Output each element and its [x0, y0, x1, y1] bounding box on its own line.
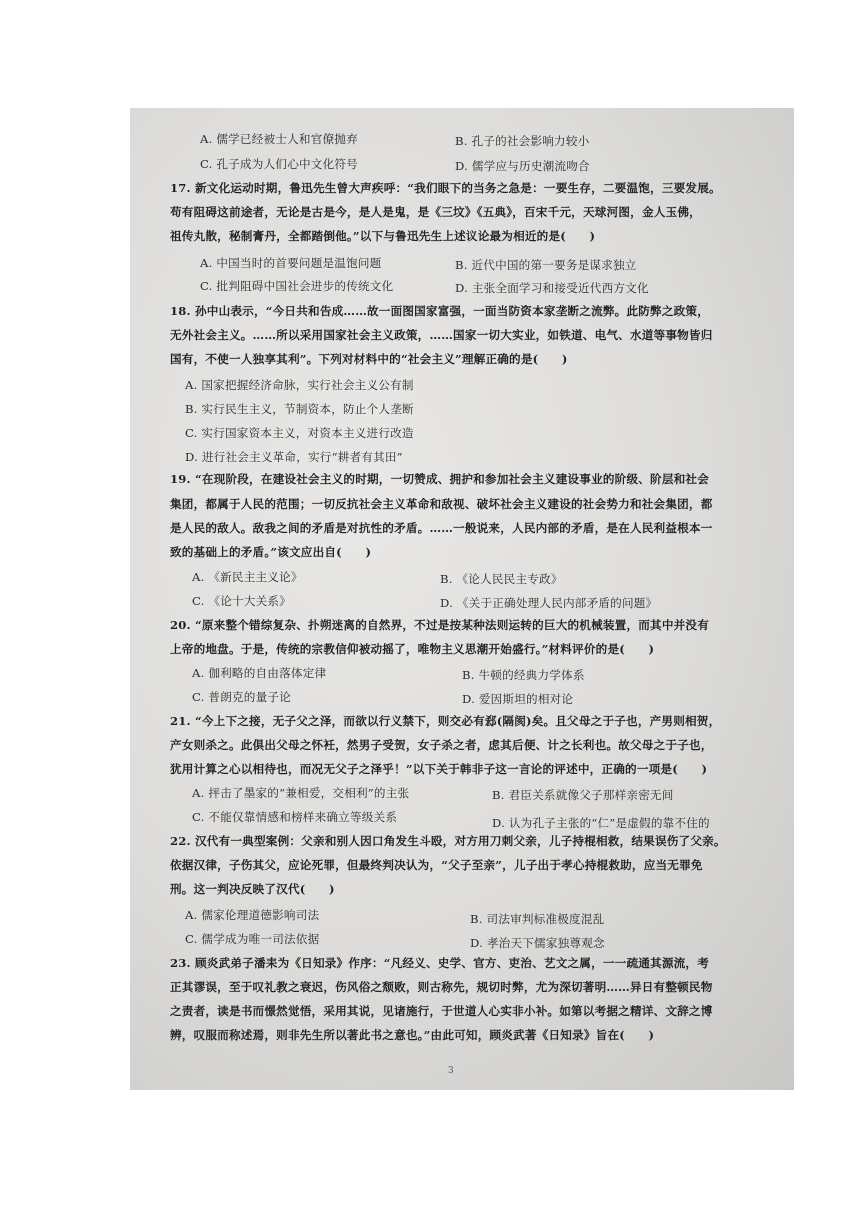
question-line: 20. “原来整个错综复杂、扑朔迷离的自然界，不过是按某种法则运转的巨大的机械装置，而其中并没有 — [170, 618, 710, 632]
question-line: 上帝的地盘。于是，传统的宗教信仰被动摇了，唯物主义思潮开始盛行。”材料评价的是( ) — [170, 642, 655, 656]
question-line: 19. “在现阶段，在建设社会主义的时期，一切赞成、拥护和参加社会主义建设事业的阶级、阶层和社会 — [170, 472, 710, 486]
page-number: 3 — [448, 1066, 454, 1076]
option-line: C. 普朗克的量子论 — [192, 690, 291, 704]
option-line: A. 儒家伦理道德影响司法 — [185, 908, 320, 922]
question-line: 依据汉律，子伤其父，应论死罪，但最终判决认为，“父子至亲”，儿子出于孝心持棍救助，应当无罪免 — [170, 858, 703, 872]
question-line: 21. “今上下之接，无子父之泽，而欲以行义禁下，则交必有郄(隔阂)矣。且父母之于子也，产男则相贺， — [170, 714, 721, 728]
option-line: B. 《论人民民主专政》 — [440, 572, 563, 586]
question-line: 集团，都属于人民的范围；一切反抗社会主义革命和敌视、破坏社会主义建设的社会势力和社会集团，都 — [170, 497, 713, 511]
option-line: A. 抨击了墨家的“兼相爱，交相利”的主张 — [192, 786, 410, 800]
option-line: B. 司法审判标准极度混乱 — [470, 912, 605, 926]
question-line: 祖传丸散，秘制膏丹，全都踏倒他。”以下与鲁迅先生上述议论最为相近的是( ) — [170, 229, 596, 243]
question-line: 之责者，读是书而憬然觉悟，采用其说，见诸施行，于世道人心实非小补。如第以考据之精详、文辞之博 — [170, 1004, 713, 1018]
question-line: 17. 新文化运动时期，鲁迅先生曾大声疾呼：“我们眼下的当务之急是：一要生存，二要温饱，三要发展。 — [170, 181, 721, 195]
question-line: 犹用计算之心以相待也，而况无父子之泽乎！”以下关于韩非子这一言论的评述中，正确的一项是( ) — [170, 762, 708, 776]
option-line: D. 认为孔子主张的“仁”是虚假的靠不住的 — [492, 816, 710, 830]
question-line: 23. 顾炎武弟子潘耒为《日知录》作序：“凡经义、史学、官方、吏治、艺文之属，一一疏通其源流，考 — [170, 956, 710, 970]
option-line: B. 实行民生主义，节制资本，防止个人垄断 — [185, 402, 414, 416]
option-line: D. 爱因斯坦的相对论 — [462, 692, 574, 706]
question-line: 是人民的敌人。敌我之间的矛盾是对抗性的矛盾。……一般说来，人民内部的矛盾，是在人民利益根本一 — [170, 521, 713, 535]
option-line: A. 伽利略的自由落体定律 — [192, 666, 327, 680]
option-line: C. 不能仅靠情感和榜样来确立等级关系 — [192, 810, 398, 824]
question-line: 产女则杀之。此俱出父母之怀衽，然男子受贺，女子杀之者，虑其后便、计之长利也。故父母之于子也， — [170, 738, 713, 752]
option-line: D. 《关于正确处理人民内部矛盾的问题》 — [440, 596, 658, 610]
option-line: C. 儒学成为唯一司法依据 — [185, 932, 320, 946]
option-line: A. 中国当时的首要问题是温饱问题 — [200, 256, 382, 270]
option-line: A. 儒学已经被士人和官僚抛弃 — [200, 132, 358, 146]
option-line: B. 牛顿的经典力学体系 — [462, 668, 585, 682]
question-line: 致的基础上的矛盾。”该文应出自( ) — [170, 545, 372, 559]
question-line: 22. 汉代有一典型案例：父亲和别人因口角发生斗殴，对方用刀刺父亲，儿子持棍相救，结果误伤了父亲。 — [170, 834, 726, 848]
exam-photo — [130, 108, 794, 1090]
option-line: B. 近代中国的第一要务是谋求独立 — [455, 258, 637, 272]
option-line: D. 儒学应与历史潮流吻合 — [455, 159, 590, 173]
option-line: D. 主张全面学习和接受近代西方文化 — [455, 281, 649, 295]
question-line: 无外社会主义。……所以采用国家社会主义政策，……国家一切大实业，如铁道、电气、水道等事物皆归 — [170, 328, 713, 342]
question-line: 辨，叹服而称述焉，则非先生所以著此书之意也。”由此可知，顾炎武著《日知录》旨在( ) — [170, 1028, 655, 1042]
option-line: A. 国家把握经济命脉，实行社会主义公有制 — [185, 378, 414, 392]
option-line: D. 孝治天下儒家独尊观念 — [470, 936, 605, 950]
question-line: 正其谬误，至于叹礼教之衰迟，伤风俗之颓败，则古称先，规切时弊，尤为深切著明……异日有整顿民物 — [170, 980, 713, 994]
option-line: B. 孔子的社会影响力较小 — [455, 134, 590, 148]
option-line: C. 批判阻碍中国社会进步的传统文化 — [200, 279, 394, 293]
question-line: 刑。这一判决反映了汉代( ) — [170, 882, 335, 896]
option-line: A. 《新民主主义论》 — [192, 570, 303, 584]
option-line: C. 实行国家资本主义，对资本主义进行改造 — [185, 426, 414, 440]
question-line: 18. 孙中山表示，“今日共和告成……故一面图国家富强，一面当防资本家垄断之流弊。此防弊之政策， — [170, 304, 710, 318]
option-line: C. 孔子成为人们心中文化符号 — [200, 157, 358, 171]
option-line: C. 《论十大关系》 — [192, 594, 291, 608]
question-line: 苟有阻碍这前途者，无论是古是今，是人是鬼，是《三坟》《五典》，百宋千元，天球河图，金人玉佛， — [170, 205, 701, 219]
option-line: D. 进行社会主义革命，实行“耕者有其田” — [185, 450, 403, 464]
option-line: B. 君臣关系就像父子那样亲密无间 — [492, 788, 674, 802]
question-line: 国有，不使一人独享其利”。下列对材料中的“社会主义”理解正确的是( ) — [170, 352, 568, 366]
